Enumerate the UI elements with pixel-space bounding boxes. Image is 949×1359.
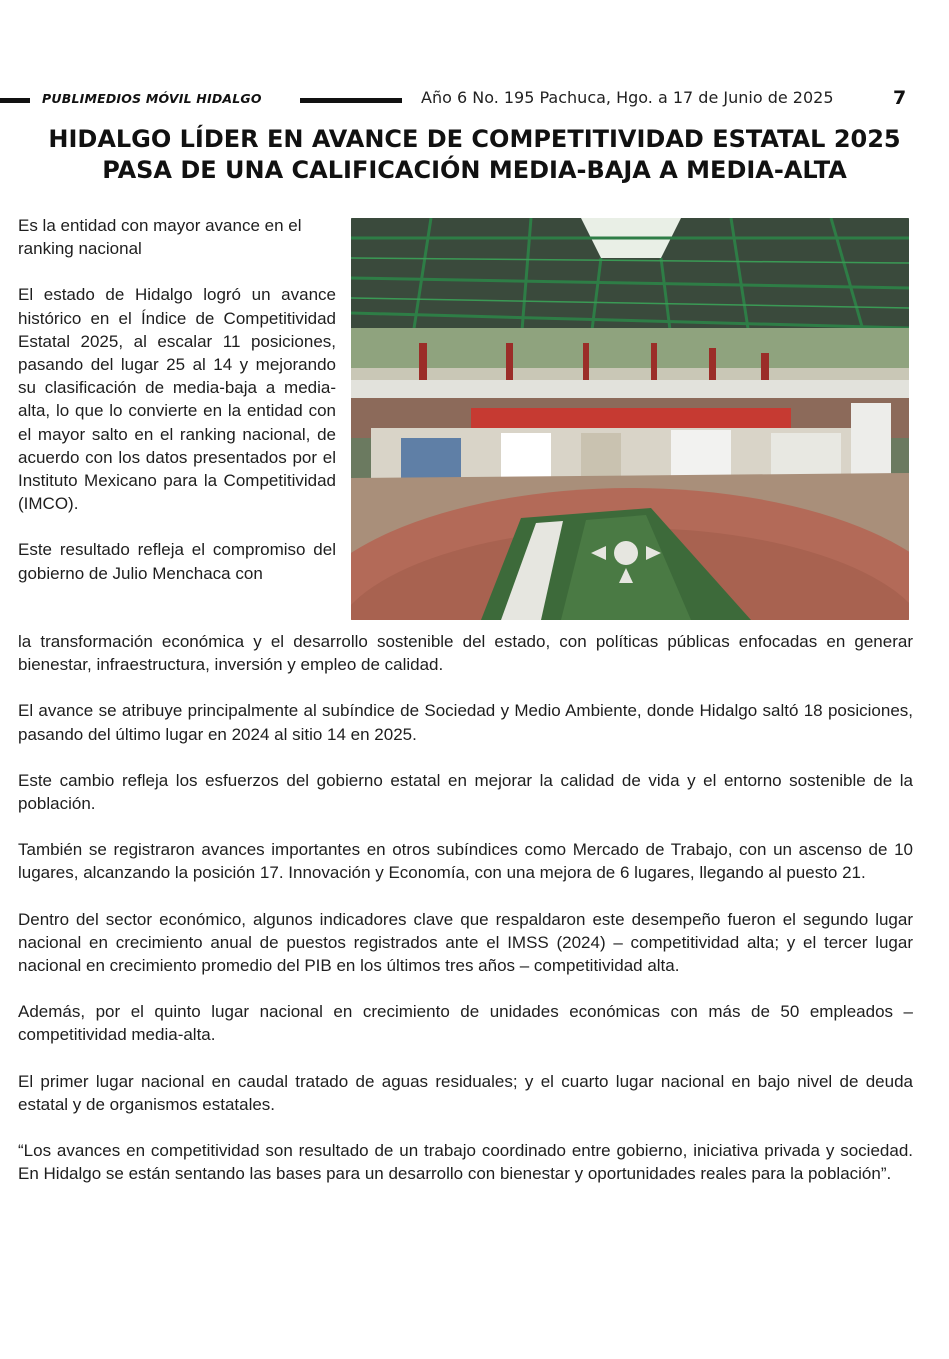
article-continued (18, 630, 913, 1185)
article-paragraph-7: Además, por el quinto lugar nacional en crecimiento de unidades económicas con más de 50 empleados – competitividad media-alta. (18, 1002, 913, 1045)
headline-line-2: PASA DE UNA CALIFICACIÓN MEDIA-BAJA A MEDIA-ALTA (102, 156, 847, 184)
article-paragraph-4: Este cambio refleja los esfuerzos del gobierno estatal en mejorar la calidad de vida y el entorno sostenible de la población. (18, 770, 913, 814)
headline-line-1: HIDALGO LÍDER EN AVANCE DE COMPETITIVIDAD ESTATAL 2025 (48, 125, 901, 153)
headline (0, 124, 949, 186)
article-paragraph-2-end: la transformación económica y el desarrollo sostenible del estado, con políticas públicas enfocadas en generar bienestar, infraestructura, inversión y empleo de calidad. (18, 632, 913, 675)
article-paragraph-1: El estado de Hidalgo logró un avance histórico en el Índice de Competitividad Estatal 2025, al escalar 11 posiciones, pasando del lugar 25 al 14 y mejorando su clasificación de media-baja a media-alta, lo que lo convierte en la entidad con el mayor salto en el ranking nacional, de acuerdo con los datos presentados por el Instituto Mexicano para la Competitividad (IMCO). (18, 285, 336, 514)
article-lead: Es la entidad con mayor avance en el ranking nacional (18, 216, 302, 259)
event-photo-image (351, 218, 909, 620)
issue-line: Año 6 No. 195 Pachuca, Hgo. a 17 de Junio de 2025 (421, 88, 834, 107)
article-paragraph-3: El avance se atribuye principalmente al subíndice de Sociedad y Medio Ambiente, donde Hidalgo saltó 18 posiciones, pasando del último lugar en 2024 al sitio 14 en 2025. (18, 701, 913, 744)
masthead-rule-middle (300, 98, 402, 103)
article-paragraph-8: El primer lugar nacional en caudal tratado de aguas residuales; y el cuarto lugar nacional en bajo nivel de deuda estatal y de organismos estatales. (18, 1071, 913, 1114)
article-paragraph-2-start: Este resultado refleja el compromiso del gobierno de Julio Menchaca con (18, 540, 336, 583)
article-column (18, 214, 336, 585)
masthead-rule-left (0, 98, 30, 103)
event-photo (351, 218, 909, 620)
publication-name: PUBLIMEDIOS MÓVIL HIDALGO (42, 91, 262, 106)
article-paragraph-9: “Los avances en competitividad son resultado de un trabajo coordinado entre gobierno, iniciativa privada y sociedad. En Hidalgo se están sentando las bases para un desarrollo con bienestar y oportunidades reales para la población”. (18, 1141, 913, 1184)
article-paragraph-6: Dentro del sector económico, algunos indicadores clave que respaldaron este desempeño fueron el segundo lugar nacional en crecimiento anual de puestos registrados ante el IMSS (2024) – competitividad alta; y el tercer lugar nacional en crecimiento promedio del PIB en los últimos tres años – competitividad alta. (18, 909, 913, 976)
masthead (0, 86, 949, 114)
page-number: 7 (893, 87, 907, 109)
article-paragraph-5: También se registraron avances importantes en otros subíndices como Mercado de Trabajo, con un ascenso de 10 lugares, alcanzando la posición 17. Innovación y Economía, con una mejora de 6 lugares, llegando al puesto 21. (18, 840, 913, 883)
